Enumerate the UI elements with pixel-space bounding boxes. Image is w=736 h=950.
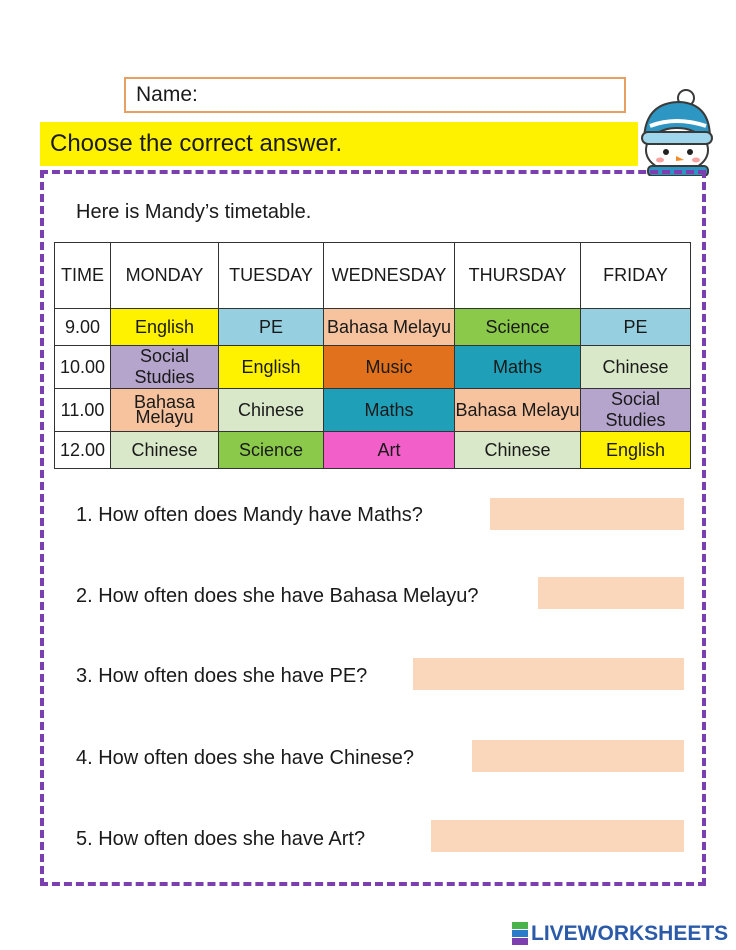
subject-cell: Social Studies [581,389,691,432]
snowman-icon [636,86,718,176]
intro-text: Here is Mandy’s timetable. [76,201,312,223]
subject-cell: Chinese [581,346,691,389]
timetable [54,242,691,469]
question-4: 4. How often does she have Chinese? [76,747,414,769]
subject-cell: Music [324,346,455,389]
header-monday: MONDAY [111,243,219,309]
subject-cell: Science [455,309,581,346]
subject-cell: Maths [324,389,455,432]
subject-cell: English [581,432,691,469]
subject-cell: Chinese [219,389,324,432]
answer-box-5[interactable] [431,820,684,852]
subject-cell: Social Studies [111,346,219,389]
timetable-row [55,346,691,389]
timetable-row [55,389,691,432]
question-2: 2. How often does she have Bahasa Melayu? [76,585,479,607]
subject-cell: English [219,346,324,389]
instruction-text: Choose the correct answer. [50,130,343,157]
time-cell: 10.00 [55,346,111,389]
footer-brand [512,922,728,946]
subject-cell: English [111,309,219,346]
name-label: Name: [136,83,198,106]
subject-cell: Bahasa Melayu [324,309,455,346]
instruction-banner [40,122,638,166]
subject-cell: PE [581,309,691,346]
answer-box-2[interactable] [538,577,684,609]
question-5: 5. How often does she have Art? [76,828,366,850]
footer-text: LIVEWORKSHEETS [531,922,729,945]
header-time: TIME [55,243,111,309]
subject-cell: Chinese [455,432,581,469]
timetable-row [55,309,691,346]
header-tuesday: TUESDAY [219,243,324,309]
subject-cell: Chinese [111,432,219,469]
subject-cell: Maths [455,346,581,389]
subject-cell: Art [324,432,455,469]
name-field[interactable] [124,77,626,113]
timetable-row [55,432,691,469]
subject-cell: Bahasa Melayu [455,389,581,432]
answer-box-1[interactable] [490,498,684,530]
timetable-header-row [55,243,691,309]
subject-cell: Science [219,432,324,469]
question-3: 3. How often does she have PE? [76,665,368,687]
answer-box-4[interactable] [472,740,684,772]
header-friday: FRIDAY [581,243,691,309]
time-cell: 12.00 [55,432,111,469]
answer-box-3[interactable] [413,658,684,690]
time-cell: 11.00 [55,389,111,432]
header-wednesday: WEDNESDAY [324,243,455,309]
time-cell: 9.00 [55,309,111,346]
liveworksheets-logo-icon [512,922,528,946]
question-1: 1. How often does Mandy have Maths? [76,504,423,526]
subject-cell: PE [219,309,324,346]
header-thursday: THURSDAY [455,243,581,309]
subject-cell: Bahasa Melayu [111,389,219,432]
